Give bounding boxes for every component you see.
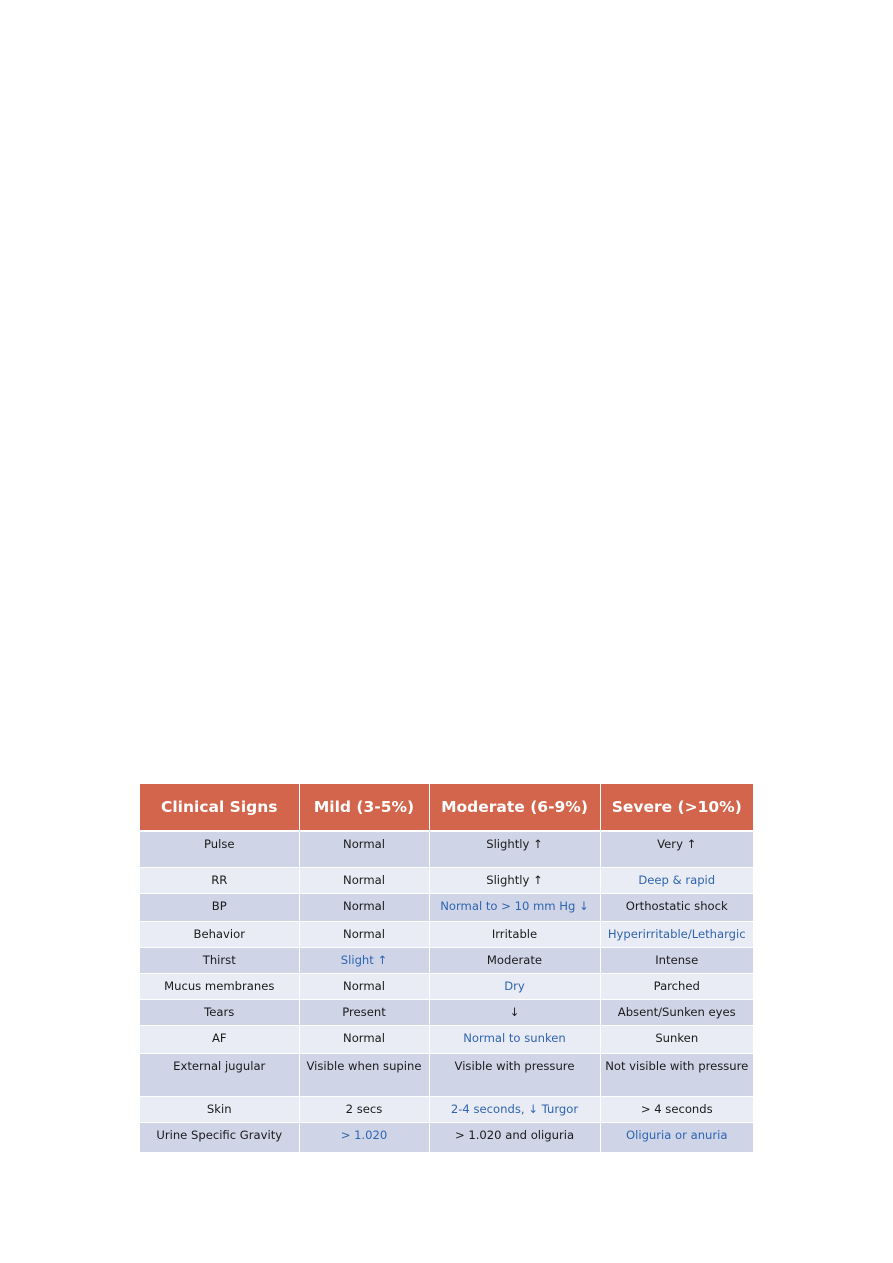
cell-sign: External jugular <box>140 1054 299 1097</box>
cell-sign: RR <box>140 868 299 894</box>
cell-mild: Normal <box>299 1026 429 1054</box>
cell-sign: Mucus membranes <box>140 974 299 1000</box>
cell-mild: 2 secs <box>299 1097 429 1123</box>
cell-moderate: Visible with pressure <box>429 1054 600 1097</box>
cell-sign: Tears <box>140 1000 299 1026</box>
cell-severe: Hyperirritable/Lethargic <box>600 922 753 948</box>
cell-moderate: Dry <box>429 974 600 1000</box>
cell-moderate: > 1.020 and oliguria <box>429 1123 600 1153</box>
cell-severe: Deep & rapid <box>600 868 753 894</box>
cell-sign: Behavior <box>140 922 299 948</box>
cell-severe: Not visible with pressure <box>600 1054 753 1097</box>
cell-moderate: ↓ <box>429 1000 600 1026</box>
cell-mild: Normal <box>299 974 429 1000</box>
cell-moderate: Normal to > 10 mm Hg ↓ <box>429 894 600 922</box>
cell-mild: Present <box>299 1000 429 1026</box>
cell-sign: Urine Specific Gravity <box>140 1123 299 1153</box>
cell-severe: Intense <box>600 948 753 974</box>
table-row <box>140 1026 753 1054</box>
table-row <box>140 1097 753 1123</box>
header-severe: Severe (>10%) <box>600 784 753 831</box>
cell-sign: AF <box>140 1026 299 1054</box>
cell-moderate: Normal to sunken <box>429 1026 600 1054</box>
cell-moderate: Moderate <box>429 948 600 974</box>
cell-severe: > 4 seconds <box>600 1097 753 1123</box>
cell-severe: Absent/Sunken eyes <box>600 1000 753 1026</box>
cell-sign: Pulse <box>140 831 299 868</box>
table-row <box>140 1054 753 1097</box>
cell-sign: Skin <box>140 1097 299 1123</box>
table-row <box>140 868 753 894</box>
cell-moderate: Slightly ↑ <box>429 868 600 894</box>
cell-moderate: 2-4 seconds, ↓ Turgor <box>429 1097 600 1123</box>
cell-moderate: Irritable <box>429 922 600 948</box>
table-row <box>140 948 753 974</box>
cell-severe: Oliguria or anuria <box>600 1123 753 1153</box>
table-row <box>140 922 753 948</box>
cell-sign: BP <box>140 894 299 922</box>
cell-mild: Normal <box>299 894 429 922</box>
cell-mild: Slight ↑ <box>299 948 429 974</box>
cell-sign: Thirst <box>140 948 299 974</box>
cell-severe: Sunken <box>600 1026 753 1054</box>
cell-mild: > 1.020 <box>299 1123 429 1153</box>
cell-mild: Normal <box>299 922 429 948</box>
table-row <box>140 831 753 868</box>
cell-mild: Normal <box>299 831 429 868</box>
cell-mild: Normal <box>299 868 429 894</box>
header-clinical-signs: Clinical Signs <box>140 784 299 831</box>
cell-mild: Visible when supine <box>299 1054 429 1097</box>
table-row <box>140 1123 753 1153</box>
table-header-row <box>140 784 753 831</box>
table-row <box>140 894 753 922</box>
table-row <box>140 1000 753 1026</box>
dehydration-signs-table <box>140 784 753 1153</box>
cell-severe: Parched <box>600 974 753 1000</box>
header-mild: Mild (3-5%) <box>299 784 429 831</box>
cell-severe: Very ↑ <box>600 831 753 868</box>
table-row <box>140 974 753 1000</box>
cell-moderate: Slightly ↑ <box>429 831 600 868</box>
cell-severe: Orthostatic shock <box>600 894 753 922</box>
header-moderate: Moderate (6-9%) <box>429 784 600 831</box>
